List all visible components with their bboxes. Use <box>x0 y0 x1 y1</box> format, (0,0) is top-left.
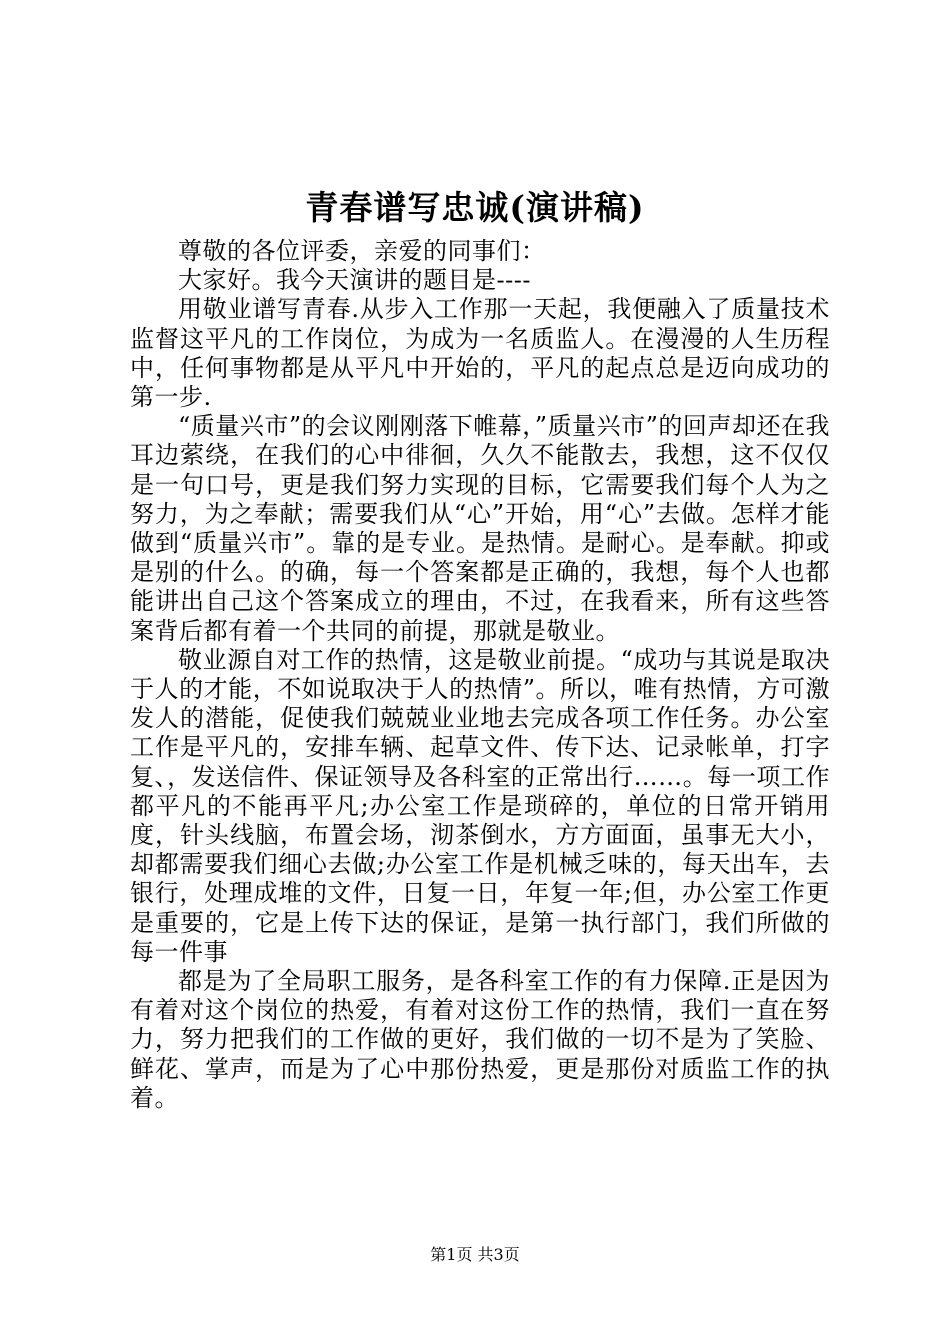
salutation: 尊敬的各位评委，亲爱的同事们： <box>178 237 546 265</box>
page-number-footer: 第1页 共3页 <box>430 1245 520 1264</box>
document-body <box>130 237 830 1113</box>
paragraph: 敬业源自对工作的热情，这是敬业前提。“成功与其说是取决于人的才能，不如说取决于人的热情”。所以，唯有热情，方可激发人的潜能，促使我们兢兢业业地去完成各项工作任务。办公室工作是平凡的，安排车辆、起草文件、传下达、记录帐单，打字复、，发送信件、保证领导及各科室的正常出行……。每一项工作都平凡的不能再平凡;办公室工作是琐碎的，单位的日常开销用度，针头线脑，布置会场，沏茶倒水，方方面面，虽事无大小，却都需要我们细心去做;办公室工作是机械乏味的，每天出车，去银行，处理成堆的文件，日复一日，年复一年;但，办公室工作更是重要的，它是上传下达的保证，是第一执行部门，我们所做的每一件事 <box>130 645 830 966</box>
greeting: 大家好。我今天演讲的题目是---- <box>178 266 531 295</box>
paragraph: “质量兴市”的会议刚刚落下帷幕，”质量兴市”的回声却还在我耳边萦绕，在我们的心中徘徊，久久不能散去，我想，这不仅仅是一句口号，更是我们努力实现的目标，它需要我们每个人为之努力，为之奉献；需要我们从“心”开始，用“心”去做。怎样才能做到“质量兴市”。靠的是专业。是热情。是耐心。是奉献。抑或是别的什么。的确，每一个答案都是正确的，我想，每个人也都能讲出自己这个答案成立的理由，不过，在我看来，所有这些答案背后都有着一个共同的前提，那就是敬业。 <box>130 412 830 645</box>
document-title: 青春谱写忠诚(演讲稿) <box>305 188 645 227</box>
paragraph: 都是为了全局职工服务，是各科室工作的有力保障.正是因为有着对这个岗位的热爱，有着对这份工作的热情，我们一直在努力，努力把我们的工作做的更好，我们做的一切不是为了笑脸、鲜花、掌声，而是为了心中那份热爱，更是那份对质监工作的执着。 <box>130 967 830 1112</box>
paragraph: 用敬业谱写青春.从步入工作那一天起，我便融入了质量技术监督这平凡的工作岗位，为成为一名质监人。在漫漫的人生历程中，任何事物都是从平凡中开始的，平凡的起点总是迈向成功的第一步. <box>130 295 830 412</box>
